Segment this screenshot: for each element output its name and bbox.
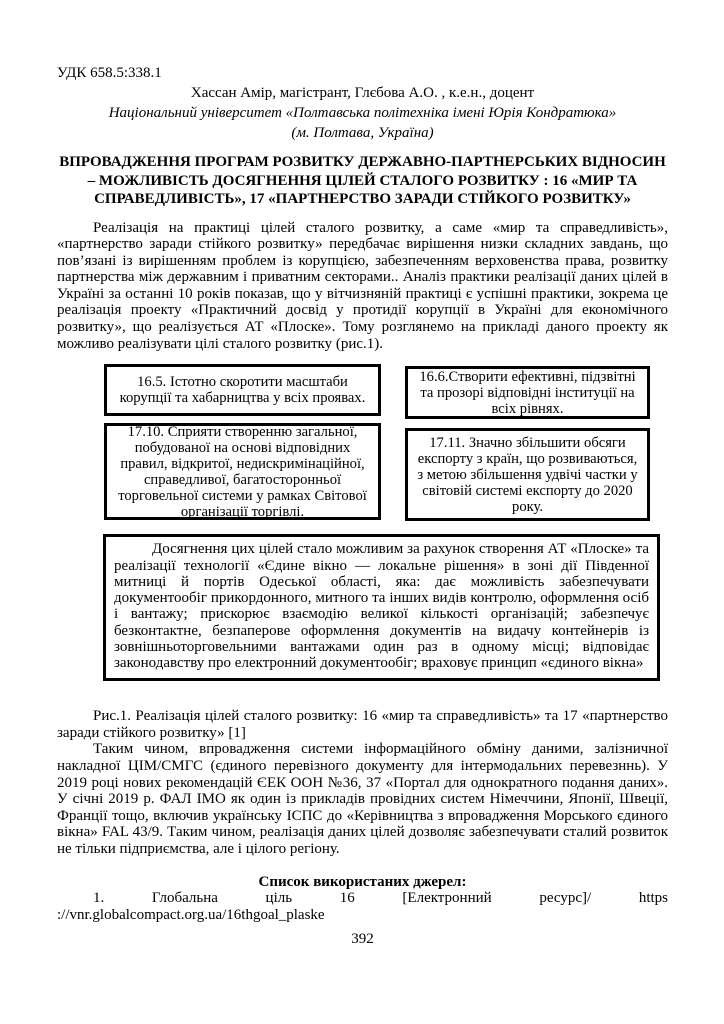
location-line: (м. Полтава, Україна): [291, 125, 434, 141]
intro-paragraph: Реалізація на практиці цілей сталого розвитку, а саме «мир та справедливість», «партнерство заради стійкого розвитку» передбачає вирішення низки складних завдань, що пов’язані із вирішенням проблем із корупцією, забезпеченням верховенства права, розвитку партнерства між державним і приватним секторами.. Аналіз практики реалізації даних цілей в Україні за останні 10 років показав, що у вітчизняній практиці є успішні практики, зокрема це реалізація проекту «Практичний досвід у протидії корупції в Україні для економічного розвитку», що реалізується АТ «Плоске». Тому розглянемо на прикладі даного проекту як можливо реалізувати цілі сталого розвитку (рис.1).: [57, 219, 668, 352]
page-number: 392: [351, 931, 374, 948]
goal-box-16-6-text: 16.6.Створити ефективні, підзвітні та прозорі відповідні інституції на всіх рівнях.: [419, 368, 636, 417]
authors-line: Хассан Амір, магістрант, Глєбова А.О. , к.е.н., доцент: [190, 85, 535, 101]
reference-item-line1: 1. Глобальна ціль 16 [Електронний ресурс]/ https: [93, 890, 668, 907]
goal-box-16-6: [405, 366, 650, 419]
goal-box-17-10-text: 17.10. Сприяти створенню загальної, побудованої на основі відповідних правил, відкритої, недискримінаційної, справедливої, багатосторонньої торговельної системи у рамках Світової організації торгівлі.: [118, 423, 367, 520]
paper-header: [57, 63, 668, 143]
goal-box-17-11: [405, 428, 650, 521]
references-heading: Список використаних джерел:: [258, 873, 467, 890]
affiliation-line: Національний університет «Полтавська політехніка імені Юрія Кондратюка»: [108, 105, 617, 121]
udc-code: УДК 658.5:338.1: [57, 65, 162, 81]
figure-1: [103, 364, 660, 681]
goal-box-16-5-text: 16.5. Істотно скоротити масштаби корупції та хабарництва у всіх проявах.: [119, 374, 366, 407]
goal-box-16-5: [104, 364, 381, 416]
summary-box: Досягнення цих цілей стало можливим за рахунок створення АТ «Плоске» та реалізації технології «Єдине вікно — локальне рішення» в зоні дії Південної митниці й портів Одеської області, яка: дає можливість забезпечувати документообіг прикордонного, митного та інших видів контролю, оформлення осіб і вантажу; прискорює взаємодію великої кількості організацій; забезпечує безконтактне, безпаперове оформлення документів на видачу контейнерів із зовнішньоторговельними вантажами один раз в одному місці; відповідає законодавству про електронний документообіг; враховує принцип «єдиного вікна»: [103, 534, 660, 681]
paper-title: ВПРОВАДЖЕННЯ ПРОГРАМ РОЗВИТКУ ДЕРЖАВНО-ПАРТНЕРСЬКИХ ВІДНОСИН – МОЖЛИВІСТЬ ДОСЯГНЕННЯ ЦІЛЕЙ СТАЛОГО РОЗВИТКУ : 16 «МИР ТА СПРАВЕДЛИВІСТЬ», 17 «ПАРТНЕРСТВО ЗАРАДИ СТІЙКОГО РОЗВИТКУ»: [59, 154, 666, 207]
reference-item: [57, 890, 668, 923]
goal-box-17-10: [104, 423, 381, 520]
conclusion-paragraph: Таким чином, впровадження системи інформаційного обміну даними, залізничної накладної ЦІМ/СМГС (єдиного перевізного документу для інтермодальних перевезннь). У 2019 році нових рекомендацій ЄЕК ООН №36, 37 «Портал для однократного подання даних». У січні 2019 р. ФАЛ ІМО як один із прикладів провідних систем Німеччини, Японії, Швеції, Франції тощо, включив українську ІСПС до «Керівництва з впровадження Морського єдиного вікна» FAL 43/9. Таким чином, реалізація даних цілей дозволяє забезпечувати сталий розвиток не тільки підприємства, але і цілого регіону.: [57, 741, 668, 857]
goal-box-17-11-text: 17.11. Значно збільшити обсяги експорту з країн, що розвиваються, з метою збільшення удвічі частки у світовій системі експорту до 2020 року.: [417, 434, 638, 515]
figure-caption: Рис.1. Реалізація цілей сталого розвитку: 16 «мир та справедливість» та 17 «партнерство заради стійкого розвитку» [1]: [57, 708, 668, 741]
reference-item-line2: ://vnr.globalcompact.org.ua/16thgoal_plaske: [57, 906, 325, 923]
